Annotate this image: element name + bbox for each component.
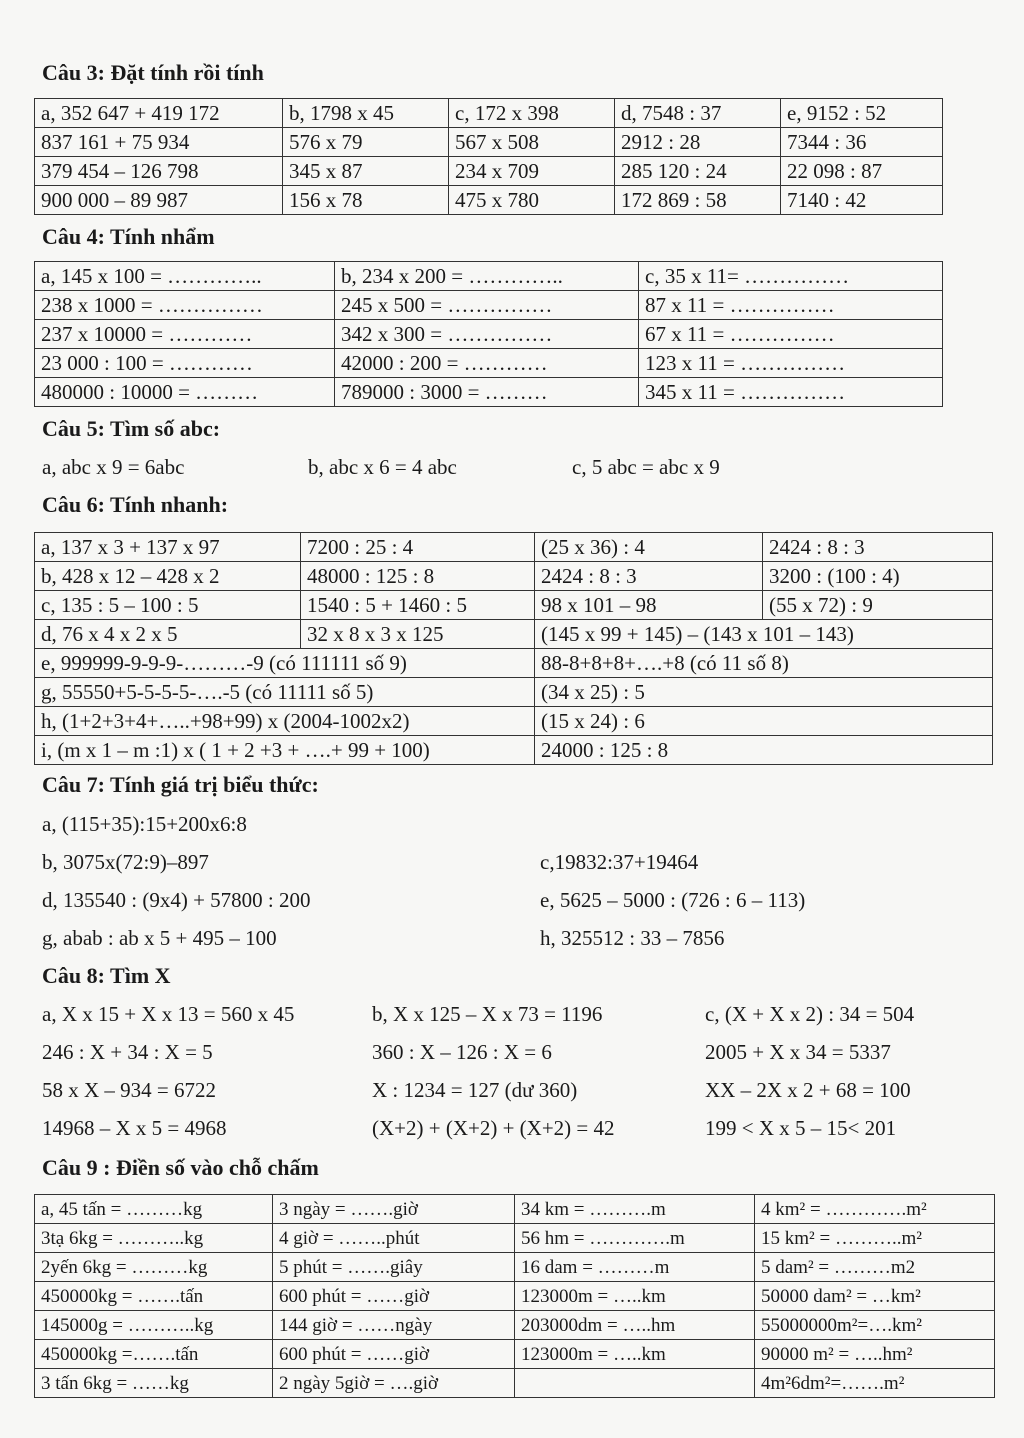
q4-row bbox=[35, 291, 943, 320]
q8-equation: 14968 – X x 5 = 4968 bbox=[42, 1116, 227, 1140]
q9-cell: 5 dam² = ………m2 bbox=[755, 1253, 995, 1282]
q3-title: Câu 3: Đặt tính rồi tính bbox=[42, 60, 264, 85]
q6-row bbox=[35, 591, 993, 620]
q9-cell: 15 km² = ………..m² bbox=[755, 1224, 995, 1253]
q7-part-h: h, 325512 : 33 – 7856 bbox=[540, 926, 725, 950]
q4-cell: a, 145 x 100 = ………….. bbox=[35, 262, 335, 291]
q6-table bbox=[34, 532, 993, 765]
q6-row bbox=[35, 533, 993, 562]
q3-table bbox=[34, 98, 943, 215]
q9-cell: 600 phút = ……giờ bbox=[273, 1282, 515, 1311]
q7-part-b: b, 3075x(72:9)–897 bbox=[42, 850, 209, 874]
q3-cell: d, 7548 : 37 bbox=[615, 99, 781, 128]
q3-cell: 172 869 : 58 bbox=[615, 186, 781, 215]
q3-cell: 567 x 508 bbox=[449, 128, 615, 157]
q4-cell: b, 234 x 200 = ………….. bbox=[335, 262, 639, 291]
q9-cell: 3 tấn 6kg = ……kg bbox=[35, 1369, 273, 1398]
q3-cell: 2912 : 28 bbox=[615, 128, 781, 157]
q9-cell: 123000m = …..km bbox=[515, 1282, 755, 1311]
q3-cell: 234 x 709 bbox=[449, 157, 615, 186]
q9-cell: 145000g = ………..kg bbox=[35, 1311, 273, 1340]
q5-part-a: a, abc x 9 = 6abc bbox=[42, 455, 185, 479]
q9-row bbox=[35, 1311, 995, 1340]
q3-cell: 576 x 79 bbox=[283, 128, 449, 157]
q8-equation: 199 < X x 5 – 15< 201 bbox=[705, 1116, 897, 1140]
q6-cell: 2424 : 8 : 3 bbox=[535, 562, 763, 591]
q3-cell: 7140 : 42 bbox=[781, 186, 943, 215]
q4-row bbox=[35, 349, 943, 378]
q6-row bbox=[35, 707, 993, 736]
q9-cell: 56 hm = ………….m bbox=[515, 1224, 755, 1253]
q4-cell: 480000 : 10000 = ……… bbox=[35, 378, 335, 407]
q4-title: Câu 4: Tính nhẩm bbox=[42, 224, 215, 249]
q7-part-d: d, 135540 : (9x4) + 57800 : 200 bbox=[42, 888, 311, 912]
q6-cell: 1540 : 5 + 1460 : 5 bbox=[301, 591, 535, 620]
q3-cell: 285 120 : 24 bbox=[615, 157, 781, 186]
q6-row bbox=[35, 620, 993, 649]
q9-cell: 90000 m² = …..hm² bbox=[755, 1340, 995, 1369]
q6-cell: (55 x 72) : 9 bbox=[763, 591, 993, 620]
q3-cell: 22 098 : 87 bbox=[781, 157, 943, 186]
q6-cell: d, 76 x 4 x 2 x 5 bbox=[35, 620, 301, 649]
q8-equation: 2005 + X x 34 = 5337 bbox=[705, 1040, 891, 1064]
q8-equation: X : 1234 = 127 (dư 360) bbox=[372, 1078, 578, 1102]
q4-cell: 67 x 11 = …………… bbox=[639, 320, 943, 349]
q9-cell: 4 giờ = ……..phút bbox=[273, 1224, 515, 1253]
q8-equation: a, X x 15 + X x 13 = 560 x 45 bbox=[42, 1002, 295, 1026]
q3-cell: c, 172 x 398 bbox=[449, 99, 615, 128]
q4-row bbox=[35, 262, 943, 291]
q9-cell: 4m²6dm²=…….m² bbox=[755, 1369, 995, 1398]
q4-row bbox=[35, 378, 943, 407]
q9-cell: 144 giờ = ……ngày bbox=[273, 1311, 515, 1340]
q9-cell: 3tạ 6kg = ………..kg bbox=[35, 1224, 273, 1253]
q3-cell: 475 x 780 bbox=[449, 186, 615, 215]
q6-cell: e, 999999-9-9-9-………-9 (có 111111 số 9) bbox=[35, 649, 535, 678]
q7-part-c: c,19832:37+19464 bbox=[540, 850, 699, 874]
q3-cell: 345 x 87 bbox=[283, 157, 449, 186]
q9-cell: 2yến 6kg = ………kg bbox=[35, 1253, 273, 1282]
q6-cell: c, 135 : 5 – 100 : 5 bbox=[35, 591, 301, 620]
q7-part-e: e, 5625 – 5000 : (726 : 6 – 113) bbox=[540, 888, 806, 912]
q6-row bbox=[35, 736, 993, 765]
q8-equation: (X+2) + (X+2) + (X+2) = 42 bbox=[372, 1116, 615, 1140]
q9-cell: 450000kg =…….tấn bbox=[35, 1340, 273, 1369]
q9-cell: 3 ngày = …….giờ bbox=[273, 1195, 515, 1224]
q7-title: Câu 7: Tính giá trị biểu thức: bbox=[42, 772, 319, 797]
q9-cell: 600 phút = ……giờ bbox=[273, 1340, 515, 1369]
q6-cell: b, 428 x 12 – 428 x 2 bbox=[35, 562, 301, 591]
q9-row bbox=[35, 1253, 995, 1282]
q4-cell: 23 000 : 100 = ………… bbox=[35, 349, 335, 378]
q3-row bbox=[35, 99, 943, 128]
q6-cell: i, (m x 1 – m :1) x ( 1 + 2 +3 + ….+ 99 + 100) bbox=[35, 736, 535, 765]
q6-row bbox=[35, 678, 993, 707]
q3-cell: 900 000 – 89 987 bbox=[35, 186, 283, 215]
q8-equation: 360 : X – 126 : X = 6 bbox=[372, 1040, 552, 1064]
q9-cell: 123000m = …..km bbox=[515, 1340, 755, 1369]
q9-cell: a, 45 tấn = ………kg bbox=[35, 1195, 273, 1224]
q4-cell: 345 x 11 = …………… bbox=[639, 378, 943, 407]
q8-title: Câu 8: Tìm X bbox=[42, 963, 171, 988]
q5-part-b: b, abc x 6 = 4 abc bbox=[308, 455, 457, 479]
q5-part-c: c, 5 abc = abc x 9 bbox=[572, 455, 720, 479]
q6-cell: (25 x 36) : 4 bbox=[535, 533, 763, 562]
q6-cell: 98 x 101 – 98 bbox=[535, 591, 763, 620]
q6-cell: (145 x 99 + 145) – (143 x 101 – 143) bbox=[535, 620, 993, 649]
q4-cell: 245 x 500 = …………… bbox=[335, 291, 639, 320]
q8-equation: b, X x 125 – X x 73 = 1196 bbox=[372, 1002, 603, 1026]
q9-cell: 2 ngày 5giờ = ….giờ bbox=[273, 1369, 515, 1398]
q9-cell: 50000 dam² = …km² bbox=[755, 1282, 995, 1311]
q9-cell: 5 phút = …….giây bbox=[273, 1253, 515, 1282]
q9-cell: 16 dam = ………m bbox=[515, 1253, 755, 1282]
q6-cell: 2424 : 8 : 3 bbox=[763, 533, 993, 562]
q5-title: Câu 5: Tìm số abc: bbox=[42, 416, 221, 441]
q6-cell: 7200 : 25 : 4 bbox=[301, 533, 535, 562]
q8-equation: 246 : X + 34 : X = 5 bbox=[42, 1040, 213, 1064]
q4-cell: 42000 : 200 = ………… bbox=[335, 349, 639, 378]
q6-cell: a, 137 x 3 + 137 x 97 bbox=[35, 533, 301, 562]
q4-row bbox=[35, 320, 943, 349]
q4-cell: 342 x 300 = …………… bbox=[335, 320, 639, 349]
q9-cell: 55000000m²=….km² bbox=[755, 1311, 995, 1340]
q3-row bbox=[35, 157, 943, 186]
q3-cell: e, 9152 : 52 bbox=[781, 99, 943, 128]
q6-cell: (15 x 24) : 6 bbox=[535, 707, 993, 736]
q4-cell: 237 x 10000 = ………… bbox=[35, 320, 335, 349]
q6-cell: 3200 : (100 : 4) bbox=[763, 562, 993, 591]
q6-cell: g, 55550+5-5-5-5-….-5 (có 11111 số 5) bbox=[35, 678, 535, 707]
q3-cell: 156 x 78 bbox=[283, 186, 449, 215]
q6-cell: 32 x 8 x 3 x 125 bbox=[301, 620, 535, 649]
q9-row bbox=[35, 1282, 995, 1311]
q4-cell: 87 x 11 = …………… bbox=[639, 291, 943, 320]
q6-cell: 24000 : 125 : 8 bbox=[535, 736, 993, 765]
q6-row bbox=[35, 562, 993, 591]
q9-table bbox=[34, 1194, 995, 1398]
q9-row bbox=[35, 1369, 995, 1398]
q3-cell: b, 1798 x 45 bbox=[283, 99, 449, 128]
q9-row bbox=[35, 1224, 995, 1253]
q7-part-g: g, abab : ab x 5 + 495 – 100 bbox=[42, 926, 277, 950]
q3-row bbox=[35, 186, 943, 215]
q4-cell: 238 x 1000 = …………… bbox=[35, 291, 335, 320]
q6-cell: h, (1+2+3+4+…..+98+99) x (2004-1002x2) bbox=[35, 707, 535, 736]
q4-cell: 789000 : 3000 = ……… bbox=[335, 378, 639, 407]
q6-cell: 48000 : 125 : 8 bbox=[301, 562, 535, 591]
q7-part-a: a, (115+35):15+200x6:8 bbox=[42, 812, 247, 836]
q4-cell: 123 x 11 = …………… bbox=[639, 349, 943, 378]
q4-cell: c, 35 x 11= …………… bbox=[639, 262, 943, 291]
q6-row bbox=[35, 649, 993, 678]
q9-cell bbox=[515, 1369, 755, 1398]
q9-cell: 203000dm = …..hm bbox=[515, 1311, 755, 1340]
q9-cell: 4 km² = ………….m² bbox=[755, 1195, 995, 1224]
q6-cell: 88-8+8+8+….+8 (có 11 số 8) bbox=[535, 649, 993, 678]
q6-title: Câu 6: Tính nhanh: bbox=[42, 492, 229, 517]
q4-table bbox=[34, 261, 943, 407]
q8-equation: 58 x X – 934 = 6722 bbox=[42, 1078, 217, 1102]
q3-cell: 379 454 – 126 798 bbox=[35, 157, 283, 186]
q3-cell: a, 352 647 + 419 172 bbox=[35, 99, 283, 128]
q9-row bbox=[35, 1340, 995, 1369]
q9-row bbox=[35, 1195, 995, 1224]
q9-cell: 450000kg = …….tấn bbox=[35, 1282, 273, 1311]
q8-equation: c, (X + X x 2) : 34 = 504 bbox=[705, 1002, 915, 1026]
q6-cell: (34 x 25) : 5 bbox=[535, 678, 993, 707]
q8-equation: XX – 2X x 2 + 68 = 100 bbox=[705, 1078, 911, 1102]
q3-cell: 837 161 + 75 934 bbox=[35, 128, 283, 157]
q9-cell: 34 km = ……….m bbox=[515, 1195, 755, 1224]
q3-row bbox=[35, 128, 943, 157]
q9-title: Câu 9 : Điền số vào chỗ chấm bbox=[42, 1155, 319, 1180]
q3-cell: 7344 : 36 bbox=[781, 128, 943, 157]
